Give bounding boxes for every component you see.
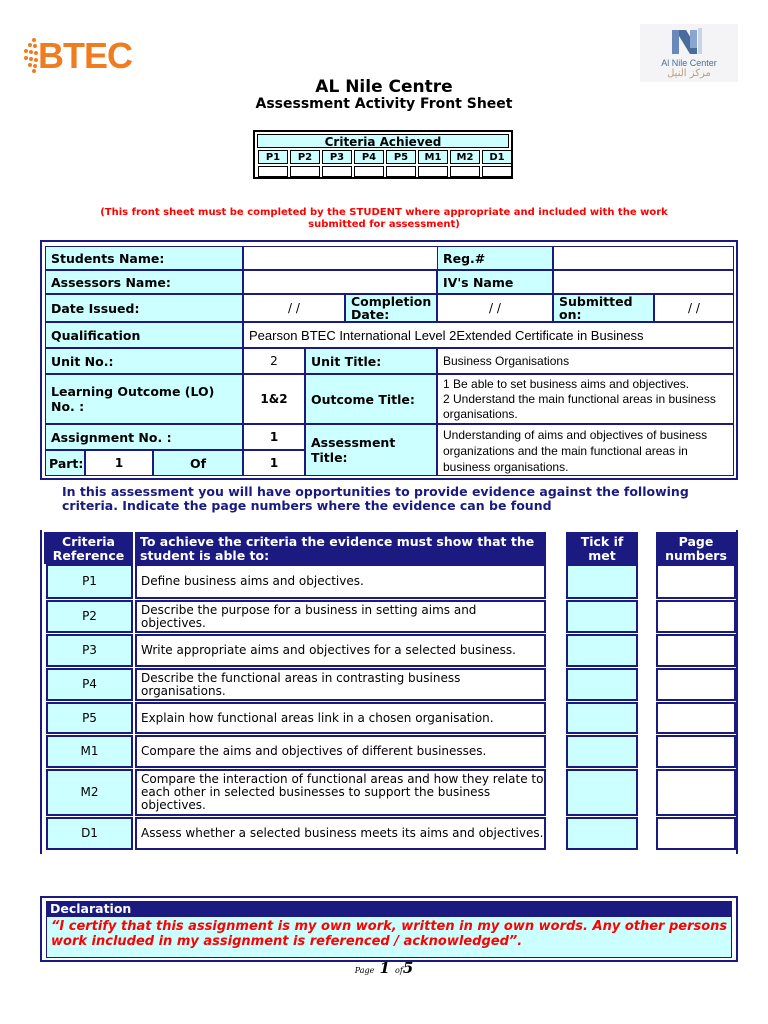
criteria-desc-p2: Describe the purpose for a business in setting aims and objectives. [135,600,546,633]
page-number-p3[interactable] [656,634,736,667]
page-number-p4[interactable] [656,668,736,701]
qualification-value: Pearson BTEC International Level 2Extended Certificate in Business [243,322,734,348]
submitted-on-label: Submitted on: [553,294,654,322]
criteria-desc-p3: Write appropriate aims and objectives for a selected business. [135,634,546,667]
criteria-desc-d1: Assess whether a selected business meets its aims and objectives. [135,817,546,850]
crit-check-m2[interactable] [450,166,480,177]
crit-check-m1[interactable] [418,166,448,177]
criteria-table [40,530,738,854]
criteria-ref-p3: P3 [46,634,133,667]
unit-no-label: Unit No.: [45,348,243,374]
page-title: AL Nile Centre [315,77,453,97]
criteria-desc-p5: Explain how functional areas link in a chosen organisation. [135,702,546,734]
page-number-m1[interactable] [656,735,736,768]
part-label: Part: [45,450,85,476]
page-current: 1 [379,959,390,977]
crit-col-p5: P5 [386,150,416,164]
btec-logo [24,36,144,76]
outcome-title-value: 1 Be able to set business aims and objectives. 2 Understand the main functional areas in business organisations. [437,374,734,424]
assignment-no-label: Assignment No. : [45,424,243,450]
evidence-instructions: In this assessment you will have opportunities to provide evidence against the following criteria. Indicate the page numbers where the evidence can be found [62,484,689,513]
page-number-p5[interactable] [656,702,736,734]
unit-title-value: Business Organisations [437,348,734,374]
assessors-name-field[interactable] [243,270,437,294]
declaration-text: “I certify that this assignment is my own work, written in my own words. Any other persons work included in my assignment is referenced / acknowledged”. [46,916,732,958]
criteria-desc-m1: Compare the aims and objectives of different businesses. [135,735,546,768]
tick-box-p3[interactable] [566,634,638,667]
crit-col-p2: P2 [290,150,320,164]
criteria-ref-p5: P5 [46,702,133,734]
col-header-description: To achieve the criteria the evidence must show that the student is able to: [135,532,546,564]
unit-no-value: 2 [243,348,305,374]
criteria-ref-m1: M1 [46,735,133,768]
completion-date-label: Completion Date: [345,294,437,322]
students-name-label: Students Name: [45,246,243,270]
crit-col-p1: P1 [258,150,288,164]
page-total: 5 [402,959,414,977]
student-info-table [40,240,738,480]
completion-date-field[interactable]: / / [437,294,553,322]
ivs-name-label: IV's Name [437,270,553,294]
assignment-no-value: 1 [243,424,305,450]
criteria-ref-m2: M2 [46,769,133,816]
crit-check-p1[interactable] [258,166,288,177]
tick-box-p5[interactable] [566,702,638,734]
ivs-name-field[interactable] [553,270,734,294]
crit-check-p3[interactable] [322,166,352,177]
date-issued-label: Date Issued: [45,294,243,322]
reg-field[interactable] [553,246,734,270]
assessors-name-label: Assessors Name: [45,270,243,294]
page-number-footer [0,958,768,977]
crit-check-p4[interactable] [354,166,384,177]
part-value: 1 [85,450,153,476]
criteria-desc-p4: Describe the functional areas in contrasting business organisations. [135,668,546,701]
criteria-ref-d1: D1 [46,817,133,850]
criteria-achieved-box [253,130,513,179]
unit-title-label: Unit Title: [305,348,437,374]
tick-box-p2[interactable] [566,600,638,633]
qualification-label: Qualification [45,322,243,348]
of-value: 1 [243,450,305,476]
criteria-desc-m2: Compare the interaction of functional areas and how they relate to each other in selected businesses to support the business objectives. [135,769,546,816]
assessment-title-value: Understanding of aims and objectives of business organizations and the main functional areas in business organisations. [437,424,734,476]
criteria-desc-p1: Define business aims and objectives. [135,564,546,599]
criteria-ref-p1: P1 [46,564,133,599]
learning-outcome-value: 1&2 [243,374,305,424]
criteria-ref-p4: P4 [46,668,133,701]
page-number-d1[interactable] [656,817,736,850]
crit-col-m1: M1 [418,150,448,164]
page-subtitle: Assessment Activity Front Sheet [255,96,513,112]
nile-logo-text: Al Nile Center [661,58,717,68]
btec-wordmark: BTEC [38,35,132,76]
declaration-section [40,896,738,962]
page-number-p2[interactable] [656,600,736,633]
crit-col-p3: P3 [322,150,352,164]
crit-check-d1[interactable] [482,166,512,177]
criteria-achieved-label: Criteria Achieved [257,134,509,148]
tick-box-p1[interactable] [566,564,638,599]
tick-box-m1[interactable] [566,735,638,768]
page-number-m2[interactable] [656,769,736,816]
page-label: Page [354,966,375,975]
date-issued-field[interactable]: / / [243,294,345,322]
nile-n-icon [670,26,704,56]
declaration-title: Declaration [46,901,732,916]
crit-check-p2[interactable] [290,166,320,177]
page-number-p1[interactable] [656,564,736,599]
nile-logo-arabic: مركز النيل [667,68,711,79]
tick-box-p4[interactable] [566,668,638,701]
tick-box-d1[interactable] [566,817,638,850]
col-header-page-numbers: Page numbers [656,532,736,564]
criteria-ref-p2: P2 [46,600,133,633]
of-label: Of [153,450,243,476]
crit-col-p4: P4 [354,150,384,164]
al-nile-logo [640,24,738,82]
crit-col-d1: D1 [482,150,512,164]
submission-notice: (This front sheet must be completed by the STUDENT where appropriate and included with the work submitted for assessment) [100,207,668,230]
crit-check-p5[interactable] [386,166,416,177]
col-header-tick: Tick if met [566,532,638,564]
submitted-on-field[interactable]: / / [654,294,734,322]
page-of-label: of [395,966,403,975]
reg-label: Reg.# [437,246,553,270]
learning-outcome-label: Learning Outcome (LO) No. : [45,374,243,424]
tick-box-m2[interactable] [566,769,638,816]
crit-col-m2: M2 [450,150,480,164]
outcome-title-label: Outcome Title: [305,374,437,424]
assessment-title-label: Assessment Title: [305,424,437,476]
col-header-criteria-reference: Criteria Reference [44,532,133,564]
